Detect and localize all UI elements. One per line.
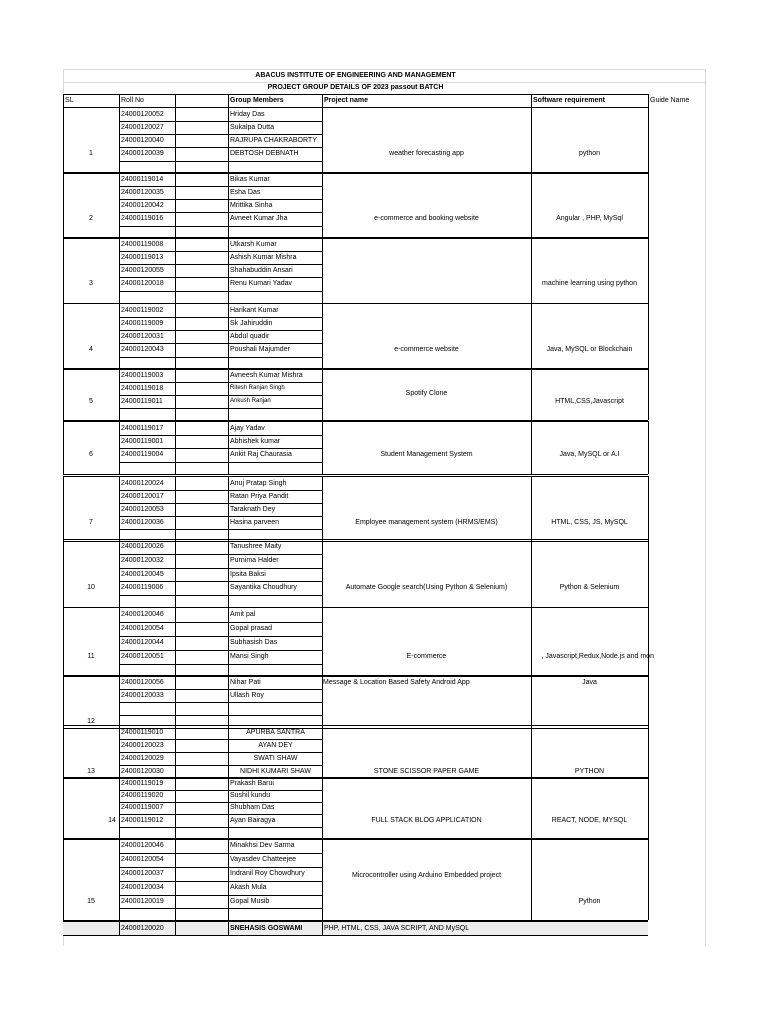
group-sl: 5 [89,398,93,405]
grid-line [119,303,120,369]
grid-line [175,303,176,369]
grid-line [175,368,176,420]
grid-line [648,675,649,728]
roll-no: 24000120032 [121,557,164,564]
member-name: Ullash Roy [230,692,264,699]
grid-line [63,421,648,422]
group-sl: 7 [89,519,93,526]
roll-no: 24000120034 [121,884,164,891]
grid-line [119,715,322,716]
project-name: Employee management system (HRMS/EMS) [355,519,498,526]
member-name: Abhishek kumar [230,438,281,445]
roll-no: 24000120052 [121,111,164,118]
roll-no: 24000120046 [121,842,164,849]
grid-line [648,94,649,108]
grid-line [63,303,648,304]
software-requirement: python [578,150,601,157]
roll-no: 24000119014 [121,176,164,183]
grid-line [175,94,176,108]
member-name: Ratan Priya Pandit [230,493,289,500]
grid-line [119,921,120,935]
grid-line [119,237,120,303]
grid-line [322,675,323,728]
member-name: NIDHI KUMARI SHAW [240,768,311,775]
grid-line [63,607,648,608]
member-name: SWATI SHAW [253,755,298,762]
grid-line [119,702,322,703]
member-name: Poushali Majumder [230,346,290,353]
project-name: weather forecasting app [389,150,464,157]
roll-no: 24000120031 [121,333,164,340]
grid-line [175,172,176,238]
grid-line [648,107,649,173]
grid-line [63,539,648,540]
grid-line [175,421,176,474]
grid-line [63,368,648,369]
member-name: Taraknath Dey [230,506,276,513]
group-sl: 14 [108,817,116,824]
member-name: Anuj Pratap Singh [230,480,287,487]
grid-line [119,94,120,108]
grid-line [322,94,323,108]
roll-no: 24000120024 [121,480,164,487]
grid-line [228,107,229,173]
grid-line [63,725,64,778]
member-name: Gopal Musib [230,898,270,905]
software-requirement: Java, MySQL or A.I [559,451,620,458]
grid-line [63,303,64,369]
grid-line [175,675,176,728]
software-requirement: machine learning using python [542,280,637,287]
roll-no: 24000119003 [121,372,164,379]
roll-no: 24000120035 [121,189,164,196]
roll-no: 24000120042 [121,202,164,209]
project-name: FULL STACK BLOG APPLICATION [371,817,482,824]
grid-line [228,777,229,839]
grid-line [228,476,229,541]
grid-line [175,777,176,839]
member-name: Shahabuddin Ansari [230,267,293,274]
member-name: Sayantika Choudhury [230,584,297,591]
grid-line [63,421,64,474]
grid-line [531,607,532,676]
grid-line [322,539,323,607]
grid-line [119,908,322,909]
roll-no: 24000119016 [121,215,164,222]
roll-no: 24000119020 [121,792,164,799]
software-requirement: Java [582,679,597,686]
grid-line [228,539,229,607]
header-group-members: Group Members [230,97,284,104]
group-sl: 11 [87,653,95,660]
member-name: Renu Kumari Yadav [230,280,292,287]
grid-line [228,675,229,728]
grid-line [119,408,322,409]
member-name: Akash Mula [230,884,267,891]
roll-no: 24000120036 [121,519,164,526]
member-name: Subhasish Das [230,639,278,646]
grid-line [648,303,649,369]
roll-no: 24000119013 [121,254,164,261]
roll-no: 24000119011 [121,398,163,405]
grid-line [322,107,323,173]
grid-line [228,94,229,108]
grid-line [63,172,648,173]
grid-line [63,838,648,839]
grid-line [648,777,649,839]
header-project-name: Project name [324,97,368,104]
grid-line [63,172,64,238]
grid-line [648,607,649,676]
grid-line [119,462,322,463]
grid-line [119,607,120,676]
project-name: Message & Location Based Safety Android App [323,679,470,686]
grid-line [119,675,120,728]
grid-line [228,421,229,474]
roll-no: 24000120046 [121,611,164,618]
member-name: Ajay Yadav [230,425,265,432]
grid-line [63,777,64,839]
roll-no: 24000119008 [121,241,164,248]
grid-line [63,94,64,108]
grid-line [63,368,64,420]
member-name: Purnima Halder [230,557,279,564]
grid-line [119,161,322,162]
grid-line [228,368,229,420]
software-requirement: REACT, NODE, MYSQL [551,817,628,824]
software-requirement: HTML,CSS,Javascript [555,398,624,405]
software-requirement: , Javascript,Redux,Node.js and mon [541,653,654,660]
grid-line [175,921,176,935]
group-sl: 13 [87,768,95,775]
grid-line [119,827,322,828]
project-name: Spotify Clone [405,390,448,397]
project-name: E-commerce [406,653,447,660]
roll-no: 24000120040 [121,137,164,144]
grid-line [228,237,229,303]
member-name: Ayan Bairagya [230,817,276,824]
grid-line [175,539,176,607]
header-guide-name: Guide Name [650,97,690,104]
member-name: Minakhsi Dev Sarma [230,842,295,849]
grid-line [63,777,648,778]
member-name: Ritesh Ranjan Singh [230,385,285,391]
member-name: Indranil Roy Chowdhury [230,870,305,877]
roll-no: 24000119007 [121,804,164,811]
page-subtitle: PROJECT GROUP DETAILS OF 2023 passout BATCH [267,84,444,91]
software-requirement: HTML, CSS, JS, MySQL [551,519,628,526]
roll-no: 24000120056 [121,679,164,686]
grid-line [63,107,64,173]
grid-line [228,172,229,238]
roll-no: 24000120051 [121,653,164,660]
roll-no: 24000119019 [121,780,164,787]
grid-line [175,607,176,676]
grid-line [322,777,323,839]
header-software: Software requirement [533,97,605,104]
grid-line [63,539,64,607]
grid-line [531,368,532,420]
grid-line [531,725,532,778]
roll-no: 24000120033 [121,692,164,699]
grid-line [322,476,323,541]
header-roll-no: Roll No [121,97,144,104]
roll-no: 24000119004 [121,451,164,458]
software-requirement: PYTHON [574,768,605,775]
grid-line [119,291,322,292]
roll-no: 24000120023 [121,742,164,749]
grid-line [63,237,64,303]
roll-no: 24000120045 [121,571,164,578]
grid-line [648,237,649,303]
member-name: Avneet Kumar Jha [230,215,288,222]
member-name: Harikant Kumar [230,307,279,314]
roll-no: 24000119009 [121,320,164,327]
grid-line [531,172,532,238]
member-name: Abdul quadir [230,333,270,340]
grid-line [175,476,176,541]
software-requirement: Python [578,898,601,905]
software-requirement: Angular , PHP, MySql [556,215,623,222]
grid-line [119,107,120,173]
grid-line [648,838,649,920]
roll-no: 24000119012 [121,817,164,824]
project-name: PHP, HTML, CSS, JAVA SCRIPT, AND MySQL [324,925,470,932]
grid-line [63,237,648,238]
grid-line [175,725,176,778]
roll-no: 24000120037 [121,870,164,877]
grid-line [63,838,64,920]
grid-line [531,421,532,474]
project-name: e-commerce and booking website [374,215,479,222]
grid-line [63,725,648,726]
grid-line [648,476,649,541]
member-name: Nihar Pati [230,679,261,686]
roll-no: 24000120043 [121,346,164,353]
roll-no: 24000120017 [121,493,164,500]
member-name: Bikas Kumar [230,176,270,183]
grid-line [63,935,648,936]
member-name: Amit pal [230,611,256,618]
member-name: Utkarsh Kumar [230,241,277,248]
project-name: e-commerce website [394,346,459,353]
group-sl: 2 [89,215,93,222]
grid-line [322,303,323,369]
grid-line [175,237,176,303]
grid-line [531,303,532,369]
project-name: Student Management System [380,451,473,458]
group-sl: 10 [87,584,95,591]
roll-no: 24000120053 [121,506,164,513]
roll-no: 24000120054 [121,625,164,632]
grid-line [648,725,649,778]
member-name: Ashish Kumar Mishra [230,254,297,261]
group-sl: 12 [87,718,95,725]
member-name: Ipsita Baksi [230,571,266,578]
grid-line [175,838,176,920]
grid-line [119,595,322,596]
group-sl: 3 [89,280,93,287]
project-name: Microcontroller using Arduino Embedded project [351,872,502,879]
roll-no: 24000120055 [121,267,164,274]
member-name: Mrittika Sinha [230,202,273,209]
member-name: Sushil kundu [230,792,271,799]
grid-line [322,725,323,778]
grid-line [322,368,323,420]
grid-line [119,476,120,541]
roll-no: 24000120027 [121,124,164,131]
roll-no: 24000120020 [121,925,164,932]
member-name: AYAN DEY [258,742,293,749]
grid-line [63,476,648,477]
roll-no: 24000119001 [121,438,164,445]
roll-no: 24000119018 [121,385,164,392]
member-name: Hasina parveen [230,519,280,526]
roll-no: 24000119017 [121,425,164,432]
grid-line [228,725,229,778]
grid-line [322,237,323,303]
member-name: DEBTOSH DEBNATH [230,150,299,157]
grid-line [119,357,322,358]
grid-line [648,421,649,474]
member-name: SNEHASIS GOSWAMI [230,925,303,932]
member-name: Ankit Raj Chaurasia [230,451,292,458]
grid-line [705,69,706,946]
member-name: Gopal prasad [230,625,273,632]
roll-no: 24000120029 [121,755,164,762]
roll-no: 24000120030 [121,768,164,775]
grid-line [228,838,229,920]
grid-line [531,539,532,607]
project-name: Automate Google search(Using Python & Selenium) [345,584,508,591]
grid-line [119,529,322,530]
grid-line [228,303,229,369]
grid-line [322,172,323,238]
group-sl: 15 [87,898,95,905]
group-sl: 4 [89,346,93,353]
software-requirement: Python & Selenium [559,584,620,591]
member-name: Hriday Das [230,111,265,118]
grid-line [531,675,532,728]
member-name: Prakash Barui [230,780,274,787]
member-name: Avneesh Kumar Mishra [230,372,303,379]
grid-line [531,237,532,303]
roll-no: 24000119006 [121,584,164,591]
roll-no: 24000120018 [121,280,164,287]
project-name: STONE SCISSOR PAPER GAME [373,768,480,775]
grid-line [648,368,649,420]
header-sl: SL [65,97,74,104]
software-requirement: Java, MySQL or Blockchain [546,346,633,353]
grid-line [63,476,64,541]
grid-line [648,172,649,238]
grid-line [63,474,648,475]
group-sl: 1 [89,150,93,157]
grid-line [322,607,323,676]
member-name: RAJRUPA CHAKRABORTY [230,137,317,144]
grid-line [322,421,323,474]
grid-line [119,172,120,238]
grid-line [63,675,64,728]
member-name: APURBA SANTRA [246,729,305,736]
grid-line [648,539,649,607]
member-name: Sk Jahiruddin [230,320,273,327]
grid-line [531,838,532,920]
grid-line [531,777,532,839]
grid-line [119,368,120,420]
member-name: Shubham Das [230,804,275,811]
group-sl: 6 [89,451,93,458]
member-name: Tanushree Maity [230,543,282,550]
grid-line [119,664,322,665]
roll-no: 24000120026 [121,543,164,550]
roll-no: 24000119002 [121,307,164,314]
grid-line [119,725,120,778]
grid-line [531,94,532,108]
grid-line [228,607,229,676]
member-name: Ankush Ranjan [230,398,271,404]
grid-line [175,107,176,173]
grid-line [322,838,323,920]
grid-line [63,607,64,676]
grid-line [322,921,323,935]
roll-no: 24000120019 [121,898,164,905]
grid-line [119,777,120,839]
grid-line [119,539,120,607]
grid-line [119,226,322,227]
grid-line [63,107,648,108]
member-name: Mansi Singh [230,653,269,660]
grid-line [119,838,120,920]
grid-line [531,476,532,541]
roll-no: 24000119010 [121,729,164,736]
grid-line [228,921,229,935]
member-name: Vayasdev Chatteejee [230,856,297,863]
roll-no: 24000120054 [121,856,164,863]
member-name: Esha Das [230,189,261,196]
roll-no: 24000120044 [121,639,164,646]
grid-line [119,421,120,474]
roll-no: 24000120039 [121,150,164,157]
page-title: ABACUS INSTITUTE OF ENGINEERING AND MANAGEMENT [255,72,456,79]
grid-line [531,107,532,173]
member-name: Sukalpa Dutta [230,124,274,131]
